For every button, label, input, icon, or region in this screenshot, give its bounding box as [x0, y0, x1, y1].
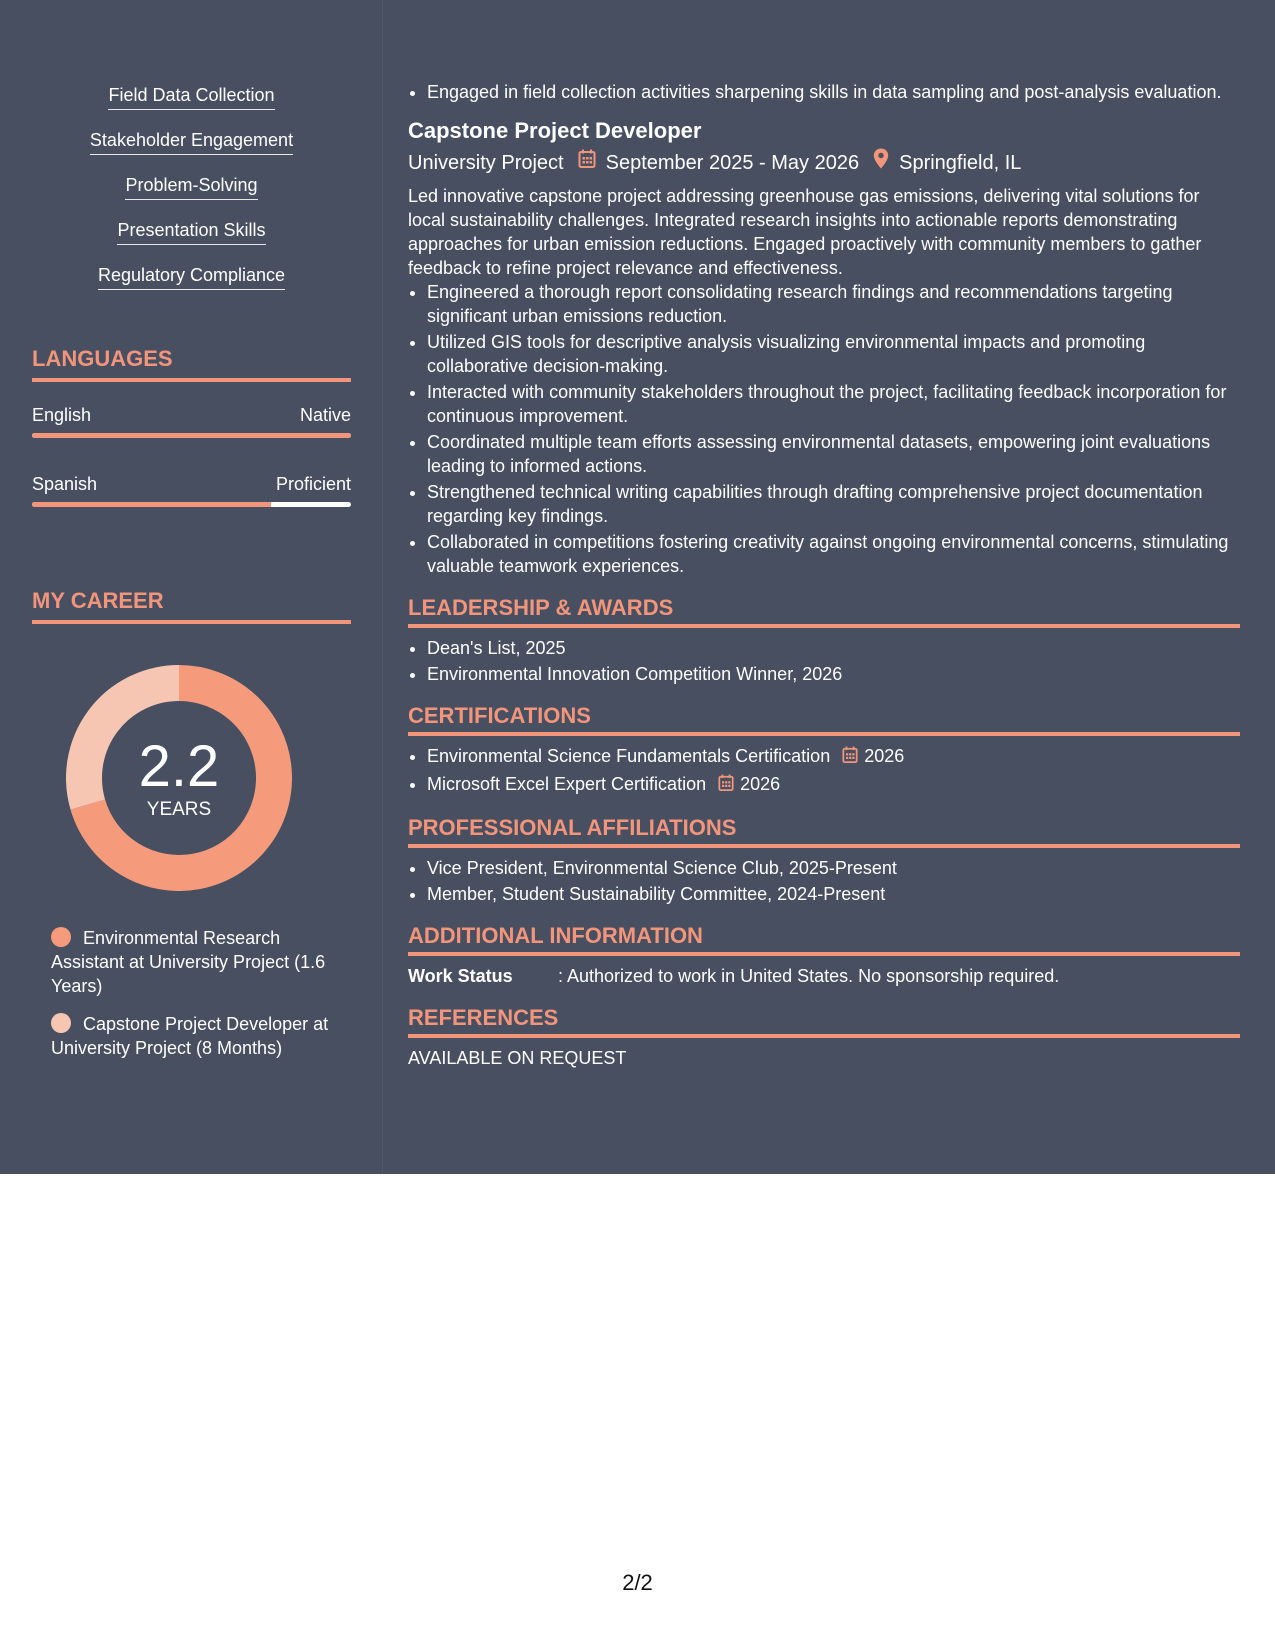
- bullet-item: • Coordinated multiple team efforts assessing environmental datasets, empowering joint evaluations leading to informed actions.: [427, 430, 1240, 478]
- certification-name: Environmental Science Fundamentals Certification: [427, 746, 831, 766]
- skill-item: Presentation Skills: [117, 219, 265, 245]
- job-description: Led innovative capstone project addressing greenhouse gas emissions, delivering vital solutions for local sustainability challenges. Integrated research insights into actionable reports demonstrating approaches for urban emission reductions. Engaged proactively with community members to gather feedback to refine project relevance and effectiveness.: [408, 186, 1202, 278]
- legend-dot: [51, 1013, 71, 1033]
- language-proficiency-bar: [32, 502, 351, 507]
- award-item: • Dean's List, 2025: [427, 636, 1240, 660]
- job-meta: [408, 148, 1240, 178]
- legend-label: Capstone Project Developer at University Project (8 Months): [51, 1014, 329, 1058]
- language-level: Proficient: [275, 474, 351, 494]
- legend-dot: [51, 927, 71, 947]
- work-status-value: : Authorized to work in United States. No sponsorship required.: [558, 966, 1060, 986]
- awards-heading: LEADERSHIP & AWARDS: [408, 594, 1240, 628]
- job-dates: September 2025 - May 2026: [605, 152, 860, 174]
- certification-year: 2026: [864, 746, 905, 766]
- career-total-years: 2.2: [138, 734, 220, 799]
- certifications-heading: CERTIFICATIONS: [408, 702, 1240, 736]
- skill-item: Problem-Solving: [125, 174, 257, 200]
- affiliations-list: [408, 856, 1240, 906]
- language-level: Native: [299, 405, 351, 425]
- main-content: [408, 80, 1240, 1070]
- certification-item: [427, 772, 1240, 798]
- job-bullets: [408, 280, 1240, 578]
- bullet-item: • Interacted with community stakeholders throughout the project, facilitating feedback incorporation for continuous improvement.: [427, 380, 1240, 428]
- skill-item: Field Data Collection: [108, 84, 274, 110]
- skill-item: Regulatory Compliance: [98, 264, 285, 290]
- calendar-icon: [578, 148, 596, 178]
- career-legend-item: [51, 1012, 341, 1060]
- language-name: Spanish: [32, 474, 98, 494]
- location-pin-icon: [873, 148, 889, 178]
- bullet-item: • Collaborated in competitions fostering creativity against ongoing environmental concerns, stimulating valuable teamwork experiences.: [427, 530, 1240, 578]
- proficiency-fill: [32, 433, 351, 438]
- certifications-list: [408, 744, 1240, 798]
- calendar-icon: [718, 774, 734, 798]
- languages-heading: LANGUAGES: [32, 346, 351, 382]
- calendar-icon: [842, 746, 858, 770]
- previous-job-bullets: [408, 80, 1240, 104]
- affiliation-item: • Vice President, Environmental Science Club, 2025-Present: [427, 856, 1240, 880]
- certification-item: [427, 744, 1240, 770]
- career-total-unit: YEARS: [146, 799, 212, 820]
- certification-year: 2026: [740, 774, 781, 794]
- language-name: English: [32, 405, 92, 425]
- language-english: [32, 404, 351, 438]
- job-location: Springfield, IL: [899, 152, 1022, 174]
- references-heading: REFERENCES: [408, 1004, 1240, 1038]
- skill-item: Stakeholder Engagement: [90, 129, 293, 155]
- column-divider: [382, 0, 383, 1174]
- page-number: 2/2: [622, 1570, 653, 1595]
- career-legend-item: [51, 926, 341, 998]
- affiliations-heading: PROFESSIONAL AFFILIATIONS: [408, 814, 1240, 848]
- bullet-item: • Engineered a thorough report consolidating research findings and recommendations targeting significant urban emissions reduction.: [427, 280, 1240, 328]
- work-status-label: Work Status: [408, 966, 513, 986]
- bullet-item: • Utilized GIS tools for descriptive analysis visualizing environmental impacts and promoting collaborative decision-making.: [427, 330, 1240, 378]
- language-spanish: [32, 473, 351, 507]
- career-heading: MY CAREER: [32, 588, 351, 624]
- affiliation-item: • Member, Student Sustainability Committee, 2024-Present: [427, 882, 1240, 906]
- additional-info-heading: ADDITIONAL INFORMATION: [408, 922, 1240, 956]
- references-text: AVAILABLE ON REQUEST: [408, 1048, 627, 1068]
- certification-name: Microsoft Excel Expert Certification: [427, 774, 707, 794]
- career-donut-chart: [66, 665, 292, 891]
- bullet-item: • Engaged in field collection activities sharpening skills in data sampling and post-analysis evaluation.: [427, 80, 1240, 104]
- work-status-row: [408, 964, 1240, 988]
- awards-list: [408, 636, 1240, 686]
- bullet-item: • Strengthened technical writing capabilities through drafting comprehensive project documentation regarding key findings.: [427, 480, 1240, 528]
- award-item: • Environmental Innovation Competition Winner, 2026: [427, 662, 1240, 686]
- language-proficiency-bar: [32, 433, 351, 438]
- proficiency-fill: [32, 502, 271, 507]
- skills-list: [32, 84, 351, 309]
- job-title: Capstone Project Developer: [408, 118, 702, 143]
- legend-label: Environmental Research Assistant at University Project (1.6 Years): [51, 928, 326, 996]
- job-company: University Project: [408, 152, 564, 174]
